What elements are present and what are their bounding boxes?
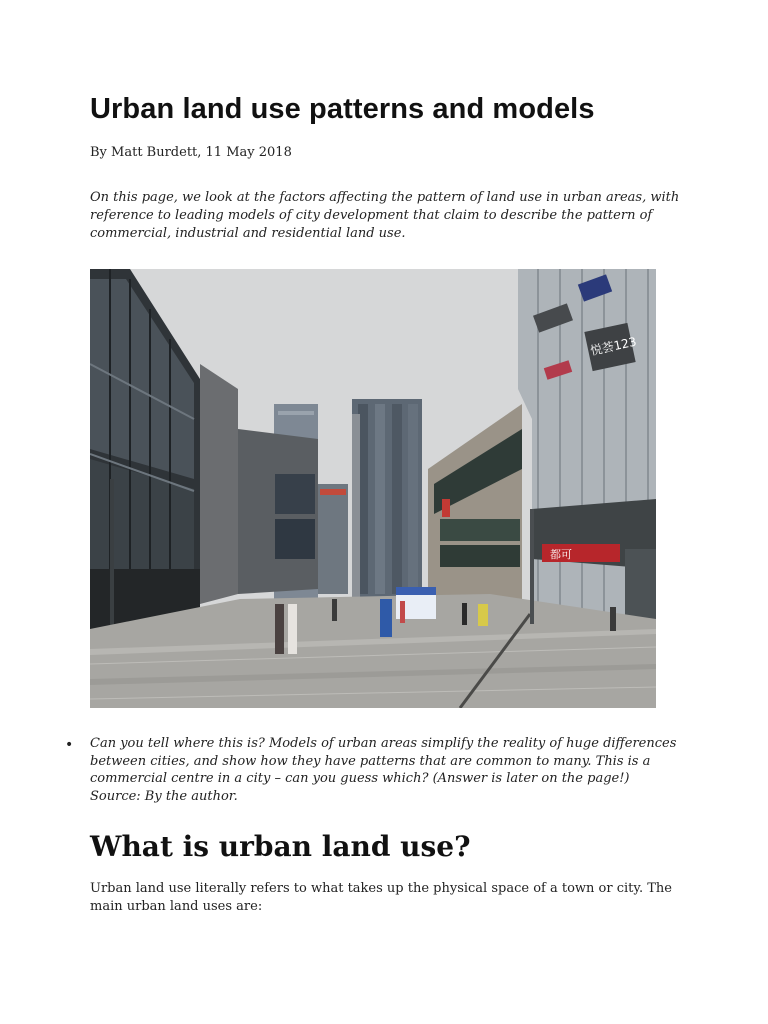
section-heading: What is urban land use? (90, 830, 471, 863)
photo-caption: Can you tell where this is? Models of urban areas simplify the reality of huge differences between cities, and show how they have patterns that are common to many. This is a commercial centre in a city – can you guess which? (Answer is later on the page!) Source: By the author. (90, 736, 677, 804)
body-paragraph: Urban land use literally refers to what takes up the physical space of a town or city. The main urban land uses are: (90, 881, 672, 914)
caption-bullet: • (65, 737, 74, 753)
grey-tiled-building (200, 364, 238, 604)
building-sign-dark-text: 悦荟123 (588, 334, 638, 359)
street-photo (90, 269, 656, 708)
shop-sign-red-text: 都可 (550, 548, 572, 561)
page-title: Urban land use patterns and models (90, 93, 595, 125)
author-byline: By Matt Burdett, 11 May 2018 (90, 145, 292, 160)
pedestrian (288, 604, 297, 654)
intro-paragraph: On this page, we look at the factors affecting the pattern of land use in urban areas, with reference to leading models of city development that claim to describe the pattern of commercial, industrial and residential land use. (90, 190, 680, 241)
street-photo-scene (90, 269, 656, 708)
street-lamp-right (530, 509, 534, 624)
pedestrian (275, 604, 284, 654)
mascot-statue (380, 599, 392, 637)
